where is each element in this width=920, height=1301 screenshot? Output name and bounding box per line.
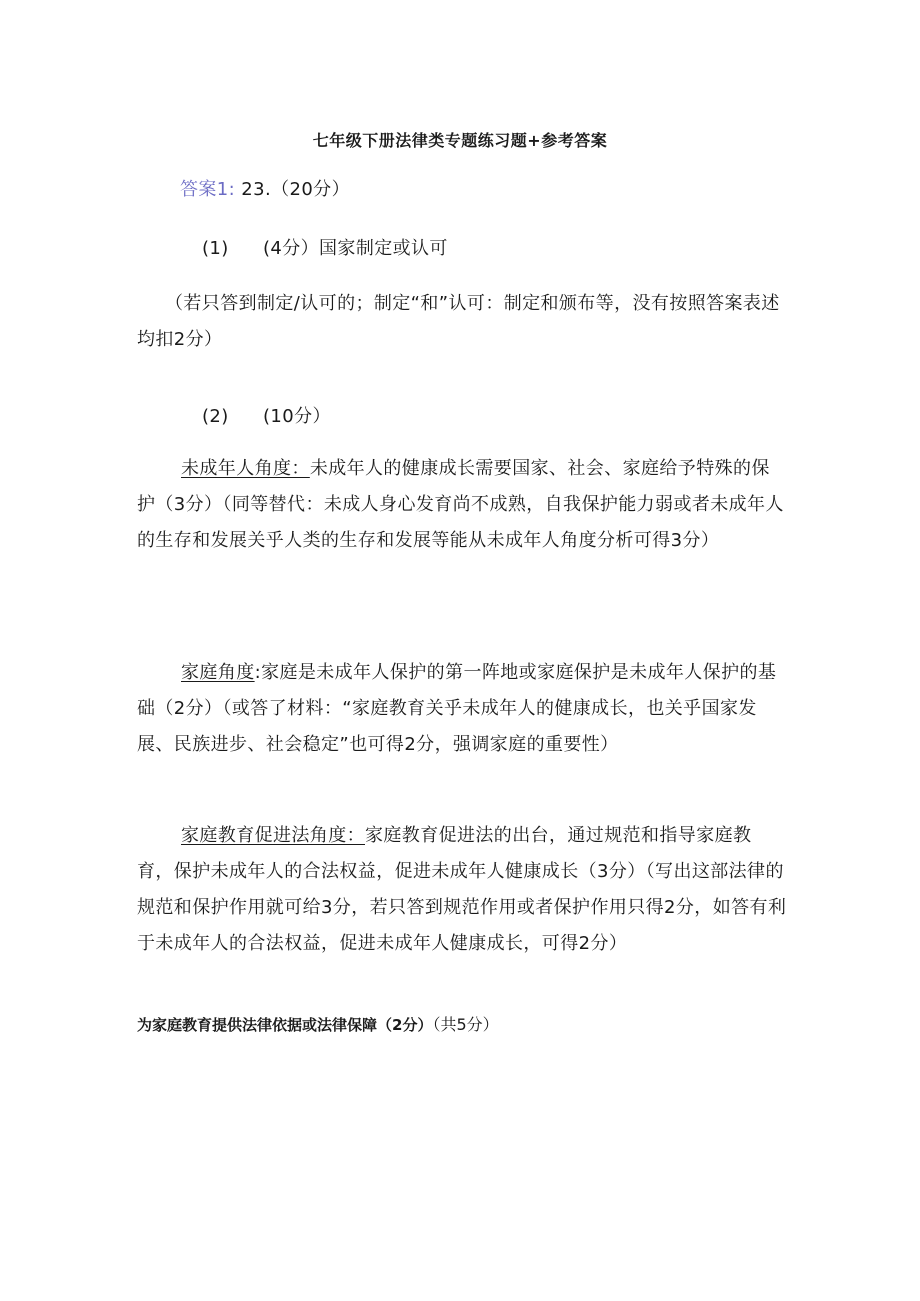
part1-number: (1): [202, 238, 229, 259]
part1-line: [202, 234, 448, 260]
part2-line: [202, 402, 331, 428]
part2-number: (2): [202, 406, 229, 427]
section-heading: 家庭教育促进法角度：: [181, 825, 365, 846]
part2-score: (10分）: [262, 406, 331, 427]
section-body: 家庭教育促进法的出台，通过规范和指导家庭教育，保护未成年人的合法权益，促进未成年人健康成长（3分）（写出这部法律的规范和保护作用就可给3分，若只答到规范作用或者保护作用只得2分，如答有利于未成年人的合法权益，促进未成年人健康成长，可得2分）: [137, 825, 787, 954]
section-minor-perspective: [137, 451, 787, 559]
document-title: 七年级下册法律类专题练习题+参考答案: [312, 131, 608, 150]
section-heading: 未成年人角度：: [181, 458, 310, 479]
answer-label: 答案1:: [180, 179, 236, 200]
final-line: [137, 1012, 499, 1035]
section-family-perspective: [137, 655, 787, 763]
part1-score: (4分）国家制定或认可: [262, 238, 448, 259]
section-heading: 家庭角度: [181, 662, 255, 683]
question-header: 23.（20分）: [241, 179, 350, 200]
section-body: 未成年人的健康成长需要国家、社会、家庭给予特殊的保护（3分）（同等替代：未成人身心发育尚不成熟，自我保护能力弱或者未成年人的生存和发展关乎人类的生存和发展等能从未成年人角度分析可得3分）: [137, 458, 784, 551]
part1-note: （若只答到制定/认可的；制定“和”认可：制定和颁布等，没有按照答案表述均扣2分）: [137, 293, 780, 350]
answer-header: [180, 175, 350, 201]
section-body: :家庭是未成年人保护的第一阵地或家庭保护是未成年人保护的基础（2分）（或答了材料：“家庭教育关乎未成年人的健康成长，也关乎国家发展、民族进步、社会稳定”也可得2分，强调家庭的重要性）: [137, 662, 777, 755]
final-total: （共5分）: [432, 1015, 499, 1034]
section-law-perspective: [137, 818, 787, 962]
final-line-text: 为家庭教育提供法律依据或法律保障（2分）: [137, 1016, 433, 1034]
